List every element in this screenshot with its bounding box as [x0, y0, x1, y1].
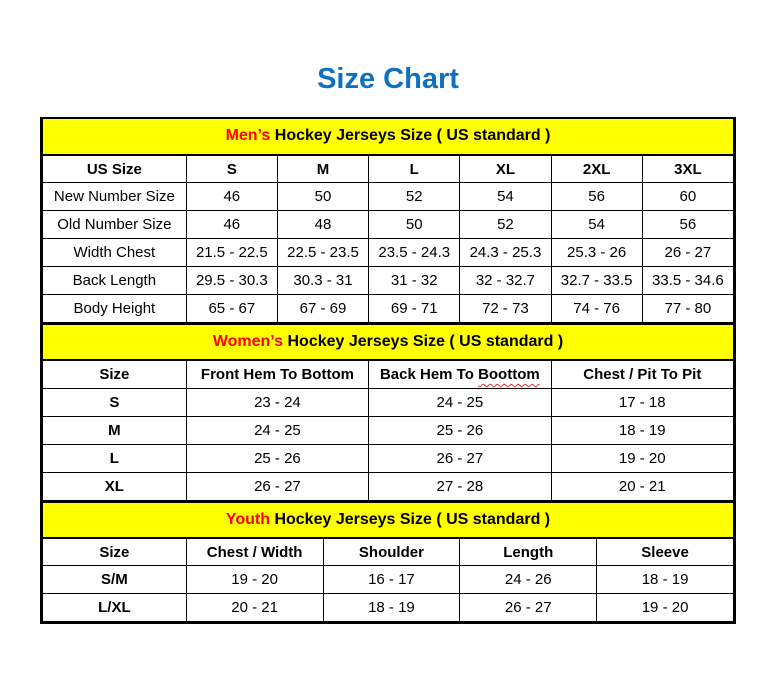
cell-value: 17 - 18	[551, 388, 733, 416]
page-title: Size Chart	[317, 63, 459, 95]
youth-header-row	[43, 538, 734, 566]
cell-value: 25 - 26	[186, 444, 368, 472]
cell-value: 48	[277, 211, 368, 239]
womens-banner-row	[43, 324, 734, 360]
cell-value: 19 - 20	[551, 444, 733, 472]
row-label: S/M	[43, 566, 187, 594]
cell-value: 25.3 - 26	[551, 239, 642, 267]
cell-value: 33.5 - 34.6	[642, 267, 733, 295]
cell-value: 52	[460, 211, 551, 239]
table-row	[43, 566, 734, 594]
cell-value: 32 - 32.7	[460, 267, 551, 295]
size-chart	[40, 117, 736, 625]
mens-size-table	[42, 119, 734, 324]
cell-value: 21.5 - 22.5	[186, 239, 277, 267]
womens-banner-text: Hockey Jerseys Size ( US standard )	[283, 333, 564, 351]
cell-value: 56	[551, 183, 642, 211]
cell-value: 24 - 25	[186, 416, 368, 444]
cell-value: 18 - 19	[551, 416, 733, 444]
cell-value: 54	[460, 183, 551, 211]
cell-value: 24.3 - 25.3	[460, 239, 551, 267]
cell-value: 26 - 27	[369, 444, 551, 472]
row-label: New Number Size	[43, 183, 187, 211]
table-row	[43, 416, 734, 444]
cell-value: 19 - 20	[597, 594, 734, 622]
table-row	[43, 211, 734, 239]
womens-size-table	[42, 323, 734, 501]
cell-value: 27 - 28	[369, 472, 551, 500]
youth-header-chest-width: Chest / Width	[186, 538, 323, 566]
cell-value: 25 - 26	[369, 416, 551, 444]
cell-value: 19 - 20	[186, 566, 323, 594]
cell-value: 77 - 80	[642, 295, 733, 323]
womens-banner	[43, 324, 734, 360]
mens-header-2xl: 2XL	[551, 155, 642, 183]
table-row	[43, 594, 734, 622]
cell-value: 31 - 32	[369, 267, 460, 295]
cell-value: 29.5 - 30.3	[186, 267, 277, 295]
mens-header-s: S	[186, 155, 277, 183]
table-row	[43, 239, 734, 267]
cell-value: 26 - 27	[642, 239, 733, 267]
womens-header-size: Size	[43, 360, 187, 388]
table-row	[43, 472, 734, 500]
cell-value: 74 - 76	[551, 295, 642, 323]
cell-value: 23.5 - 24.3	[369, 239, 460, 267]
cell-value: 20 - 21	[186, 594, 323, 622]
mens-header-m: M	[277, 155, 368, 183]
cell-value: 50	[277, 183, 368, 211]
cell-value: 56	[642, 211, 733, 239]
cell-value: 60	[642, 183, 733, 211]
youth-header-size: Size	[43, 538, 187, 566]
cell-value: 52	[369, 183, 460, 211]
mens-banner	[43, 119, 734, 155]
cell-value: 26 - 27	[460, 594, 597, 622]
cell-value: 50	[369, 211, 460, 239]
table-row	[43, 183, 734, 211]
mens-header-us-size: US Size	[43, 155, 187, 183]
cell-value: 69 - 71	[369, 295, 460, 323]
cell-value: 54	[551, 211, 642, 239]
cell-value: 22.5 - 23.5	[277, 239, 368, 267]
row-label: Width Chest	[43, 239, 187, 267]
mens-header-row	[43, 155, 734, 183]
cell-value: 46	[186, 183, 277, 211]
mens-header-l: L	[369, 155, 460, 183]
row-label: L	[43, 444, 187, 472]
mens-banner-highlight: Men’s	[225, 127, 271, 145]
table-row	[43, 267, 734, 295]
cell-value: 24 - 26	[460, 566, 597, 594]
cell-value: 18 - 19	[597, 566, 734, 594]
youth-header-length: Length	[460, 538, 597, 566]
cell-value: 20 - 21	[551, 472, 733, 500]
womens-header-front-hem: Front Hem To Bottom	[186, 360, 368, 388]
table-row	[43, 388, 734, 416]
cell-value: 65 - 67	[186, 295, 277, 323]
cell-value: 26 - 27	[186, 472, 368, 500]
row-label: M	[43, 416, 187, 444]
row-label: Back Length	[43, 267, 187, 295]
youth-header-shoulder: Shoulder	[323, 538, 460, 566]
cell-value: 30.3 - 31	[277, 267, 368, 295]
row-label: S	[43, 388, 187, 416]
youth-banner-highlight: Youth	[225, 510, 270, 528]
cell-value: 23 - 24	[186, 388, 368, 416]
youth-banner-row	[43, 502, 734, 538]
misspelled-word-underline: Boottom	[478, 366, 540, 384]
cell-value: 46	[186, 211, 277, 239]
cell-value: 72 - 73	[460, 295, 551, 323]
womens-banner-highlight: Women’s	[212, 333, 284, 351]
cell-value: 18 - 19	[323, 594, 460, 622]
youth-header-sleeve: Sleeve	[597, 538, 734, 566]
cell-value: 32.7 - 33.5	[551, 267, 642, 295]
youth-size-table	[42, 501, 734, 623]
cell-value: 16 - 17	[323, 566, 460, 594]
row-label: XL	[43, 472, 187, 500]
mens-banner-row	[43, 119, 734, 155]
womens-header-chest: Chest / Pit To Pit	[551, 360, 733, 388]
cell-value: 24 - 25	[369, 388, 551, 416]
mens-banner-text: Hockey Jerseys Size ( US standard )	[270, 127, 551, 145]
youth-banner	[43, 502, 734, 538]
row-label: Body Height	[43, 295, 187, 323]
womens-header-row	[43, 360, 734, 388]
row-label: L/XL	[43, 594, 187, 622]
row-label: Old Number Size	[43, 211, 187, 239]
mens-header-xl: XL	[460, 155, 551, 183]
womens-header-back-hem-prefix: Back Hem To	[379, 366, 479, 384]
table-row	[43, 295, 734, 323]
womens-header-back-hem	[369, 360, 551, 388]
youth-banner-text: Hockey Jerseys Size ( US standard )	[270, 510, 551, 528]
cell-value: 67 - 69	[277, 295, 368, 323]
table-row	[43, 444, 734, 472]
mens-header-3xl: 3XL	[642, 155, 733, 183]
